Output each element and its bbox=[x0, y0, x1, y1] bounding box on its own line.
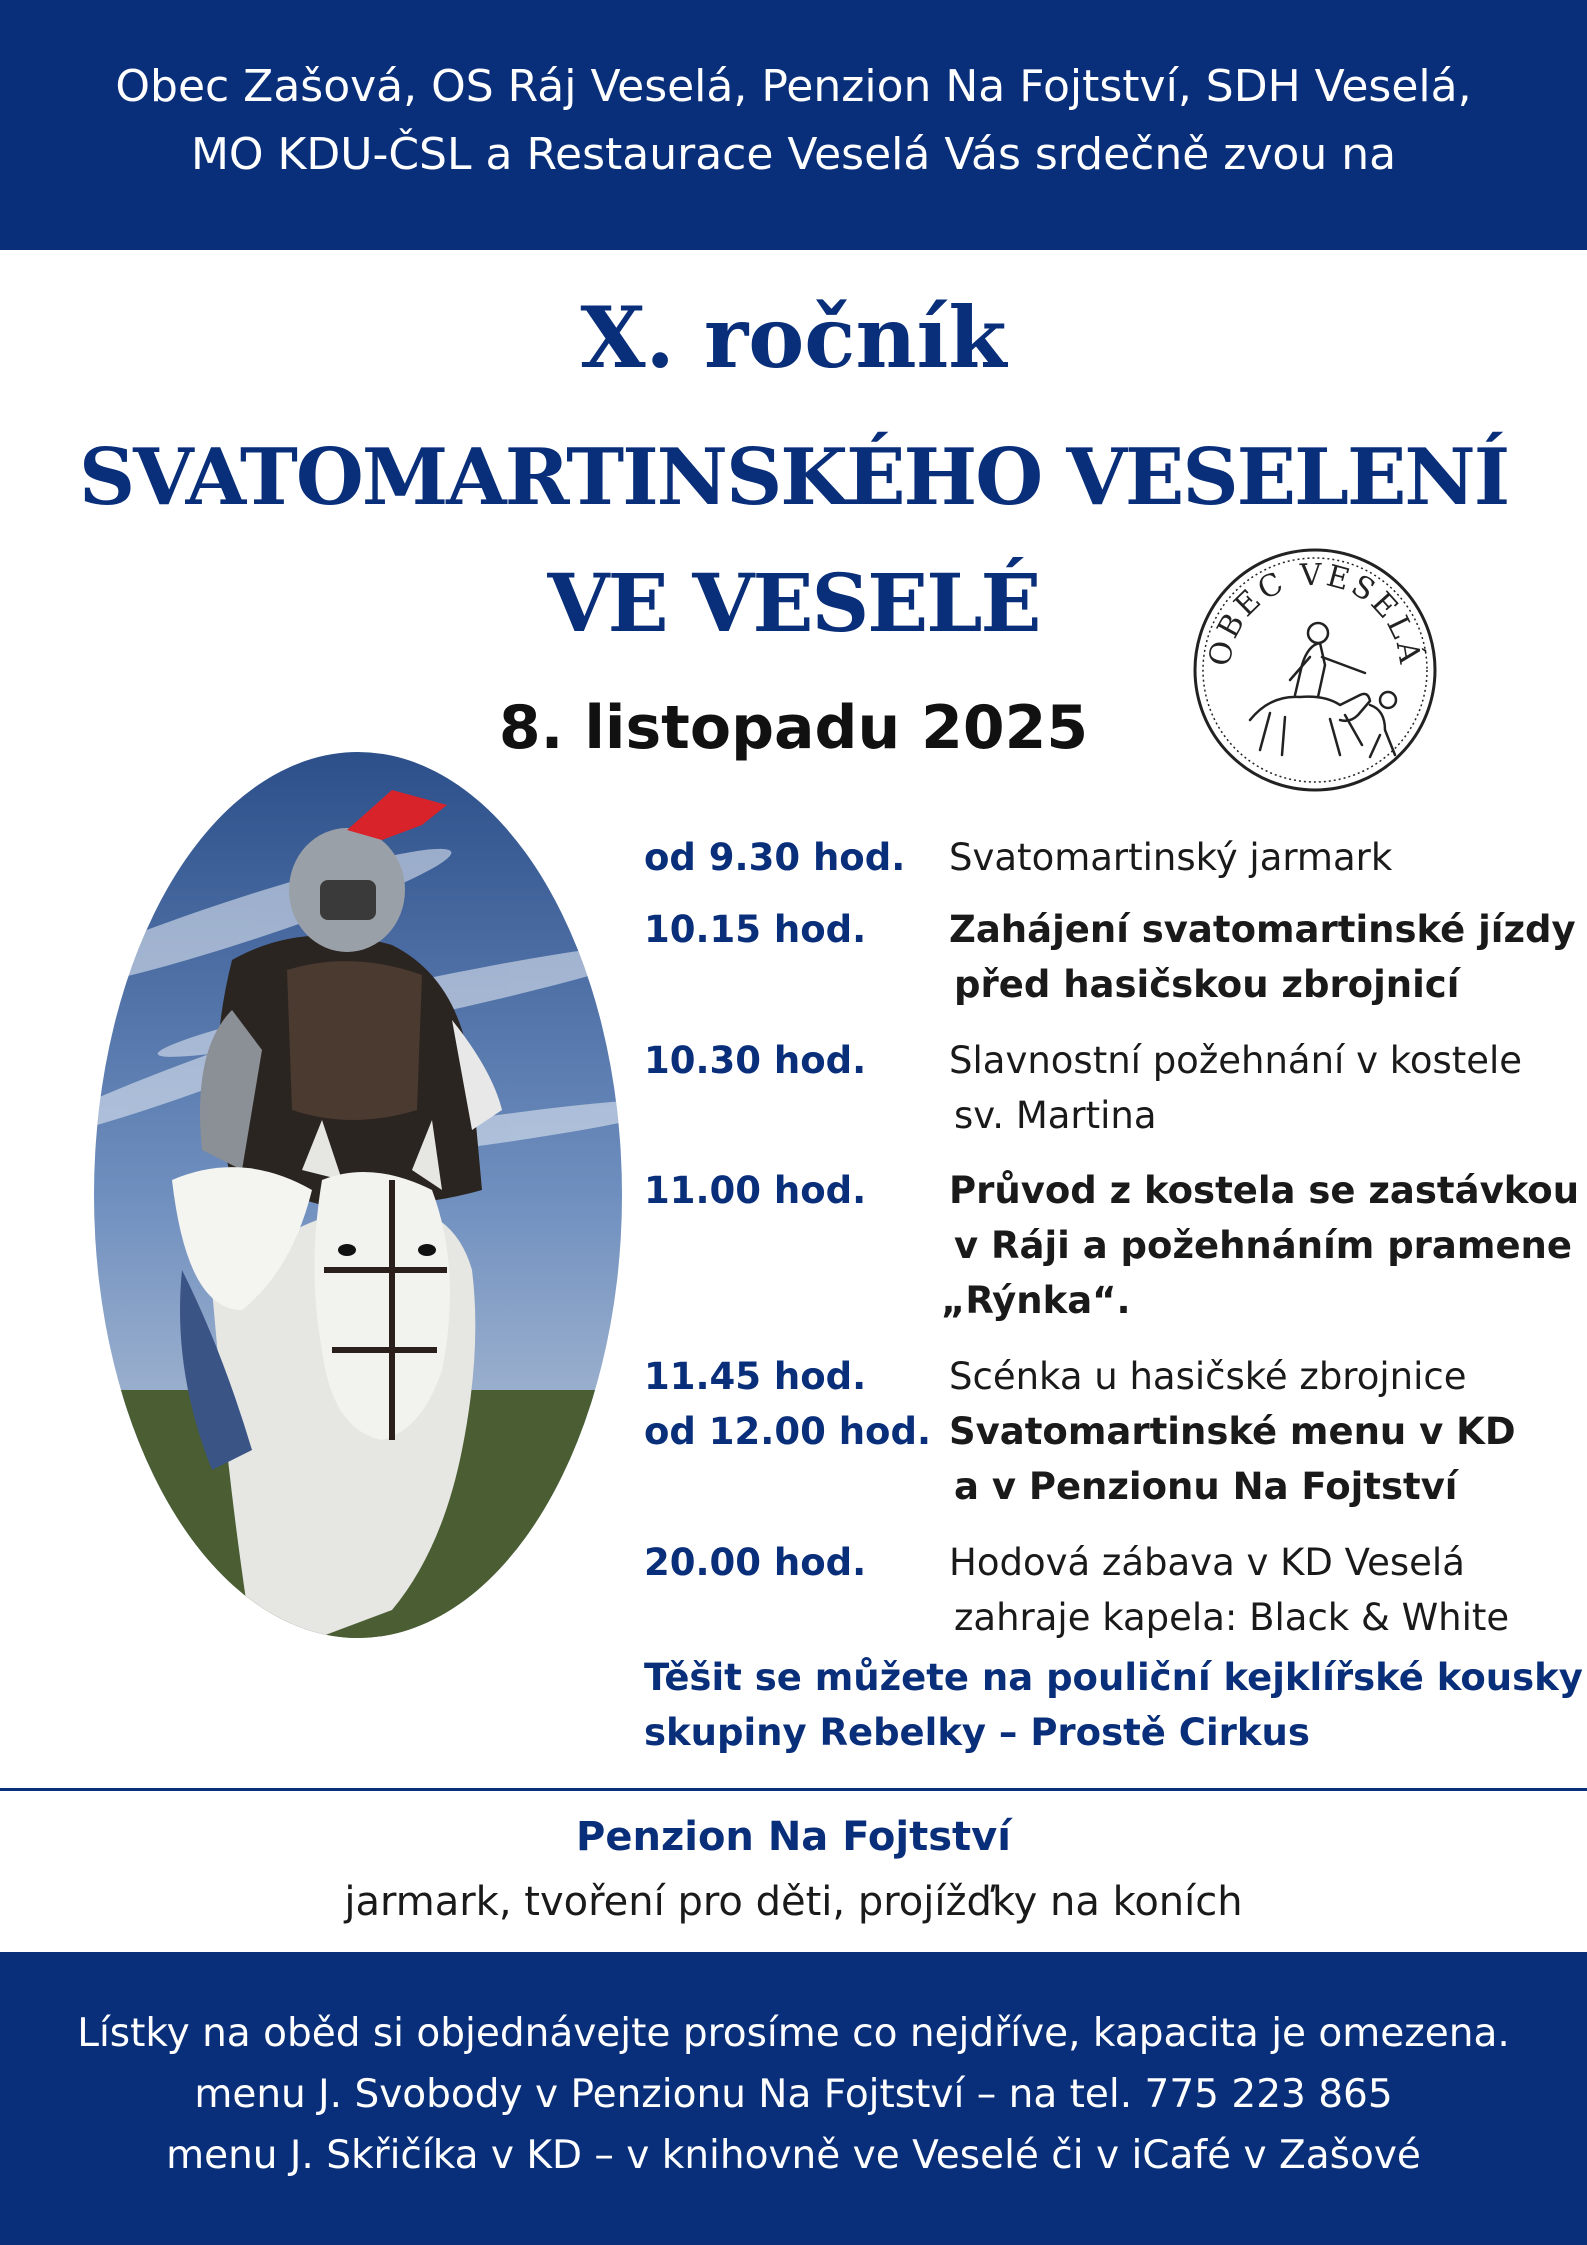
schedule-desc-line: sv. Martina bbox=[954, 1094, 1157, 1137]
penzion-title: Penzion Na Fojtství bbox=[576, 1814, 1011, 1860]
schedule-desc bbox=[949, 1033, 1522, 1143]
footer-line-2: menu J. Svobody v Penzionu Na Fojtství – na tel. 775 223 865 bbox=[194, 2072, 1393, 2117]
divider bbox=[0, 1788, 1587, 1791]
title-event: SVATOMARTINSKÉHO VESELENÍ bbox=[78, 432, 1509, 523]
schedule-time: 20.00 hod. bbox=[644, 1541, 867, 1584]
event-date: 8. listopadu 2025 bbox=[498, 693, 1089, 763]
header-line-1: Obec Zašová, OS Ráj Veselá, Penzion Na Fojtství, SDH Veselá, bbox=[115, 61, 1472, 112]
schedule-desc-line: zahraje kapela: Black & White bbox=[954, 1596, 1510, 1639]
schedule-desc bbox=[949, 830, 1392, 885]
schedule-desc bbox=[949, 1535, 1509, 1645]
schedule-desc-line: Svatomartinský jarmark bbox=[949, 836, 1393, 879]
schedule-time: od 9.30 hod. bbox=[644, 836, 906, 879]
title-place: VE VESELÉ bbox=[547, 556, 1040, 650]
penzion-desc: jarmark, tvoření pro děti, projížďky na koních bbox=[344, 1879, 1243, 1925]
schedule-desc bbox=[949, 1349, 1466, 1404]
schedule-desc-line: před hasičskou zbrojnicí bbox=[954, 963, 1460, 1006]
schedule-time: 11.45 hod. bbox=[644, 1355, 867, 1398]
highlight-line-2: skupiny Rebelky – Prostě Cirkus bbox=[644, 1711, 1310, 1754]
schedule-desc-line: Svatomartinské menu v KD bbox=[949, 1410, 1516, 1453]
schedule-time: 10.15 hod. bbox=[644, 908, 867, 951]
schedule-desc-line: Hodová zábava v KD Veselá bbox=[949, 1541, 1465, 1584]
schedule-desc-line: v Ráji a požehnáním pramene bbox=[954, 1224, 1572, 1267]
footer-line-3: menu J. Skřičíka v KD – v knihovně ve Veselé či v iCafé v Zašové bbox=[166, 2133, 1421, 2178]
seal-text: OBEC VESELÁ bbox=[1202, 557, 1428, 669]
village-seal-icon bbox=[1190, 545, 1440, 795]
schedule-desc-line: „Rýnka“. bbox=[941, 1279, 1131, 1322]
knight-photo bbox=[92, 750, 624, 1640]
schedule-desc-line: Scénka u hasičské zbrojnice bbox=[949, 1355, 1467, 1398]
header-line-2: MO KDU-ČSL a Restaurace Veselá Vás srdečně zvou na bbox=[190, 129, 1397, 180]
schedule-desc-line: Průvod z kostela se zastávkou bbox=[949, 1169, 1580, 1212]
schedule-desc-line: Slavnostní požehnání v kostele bbox=[949, 1039, 1523, 1082]
footer-line-1: Lístky na oběd si objednávejte prosíme co nejdříve, kapacita je omezena. bbox=[77, 2011, 1510, 2056]
schedule-time: od 12.00 hod. bbox=[644, 1410, 932, 1453]
title-edition: X. ročník bbox=[580, 288, 1007, 387]
schedule-desc bbox=[949, 1404, 1516, 1514]
schedule-desc-line: Zahájení svatomartinské jízdy bbox=[949, 908, 1576, 951]
schedule-time: 11.00 hod. bbox=[644, 1169, 867, 1212]
schedule-desc-line: a v Penzionu Na Fojtství bbox=[954, 1465, 1458, 1508]
highlight-line-1: Těšit se můžete na pouliční kejklířské kousky bbox=[644, 1656, 1583, 1699]
schedule-time: 10.30 hod. bbox=[644, 1039, 867, 1082]
footer-band bbox=[0, 1952, 1587, 2245]
schedule-desc bbox=[941, 1163, 1580, 1328]
header-band bbox=[0, 0, 1587, 250]
schedule-desc bbox=[949, 902, 1576, 1012]
